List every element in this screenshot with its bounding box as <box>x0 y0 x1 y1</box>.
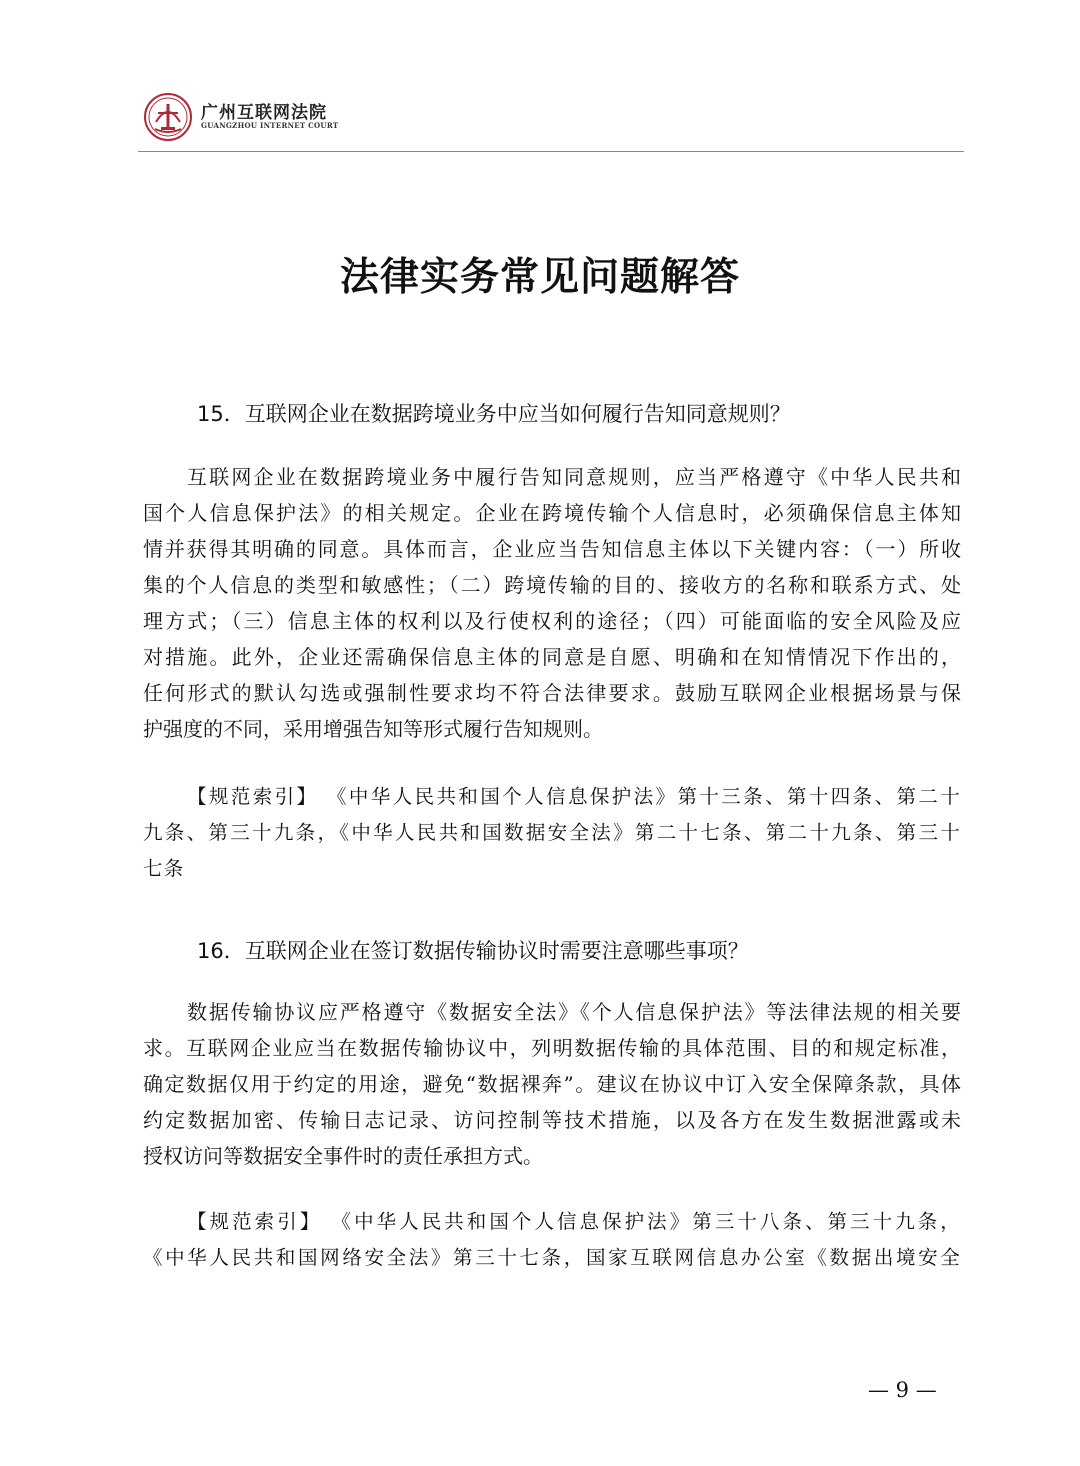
reference-line: 《中华人民共和国网络安全法》第三十七条，国家互联网信息办公室《数据出境安全 <box>143 1246 961 1269</box>
question-16-heading: 16．互联网企业在签订数据传输协议时需要注意哪些事项？ <box>197 939 749 963</box>
paragraph-line: 互联网企业在数据跨境业务中履行告知同意规则，应当严格遵守《中华人民共和 <box>187 465 961 489</box>
reference-line: 七条 <box>143 857 185 880</box>
paragraph-line: 理方式；（三）信息主体的权利以及行使权利的途径；（四）可能面临的安全风险及应 <box>143 609 961 633</box>
paragraph-line: 求。互联网企业应当在数据传输协议中，列明数据传输的具体范围、目的和规定标准， <box>143 1036 961 1060</box>
reference-line: 九条、第三十九条，《中华人民共和国数据安全法》第二十七条、第二十九条、第三十 <box>143 821 961 844</box>
question-15-heading: 15．互联网企业在数据跨境业务中应当如何履行告知同意规则？ <box>197 402 791 426</box>
document-title: 法律实务常见问题解答 <box>339 254 740 300</box>
paragraph-line: 约定数据加密、传输日志记录、访问控制等技术措施，以及各方在发生数据泄露或未 <box>143 1108 961 1132</box>
paragraph-line: 确定数据仅用于约定的用途，避免“数据裸奔”。建议在协议中订入安全保障条款，具体 <box>143 1072 961 1096</box>
paragraph-line: 对措施。此外，企业还需确保信息主体的同意是自愿、明确和在知情情况下作出的， <box>143 645 961 669</box>
header-divider <box>138 151 964 152</box>
page-number: — 9 — <box>868 1378 937 1402</box>
question-16-answer <box>143 994 961 1174</box>
paragraph-line: 集的个人信息的类型和敏感性；（二）跨境传输的目的、接收方的名称和联系方式、处 <box>143 573 961 597</box>
court-name-english: GUANGZHOU INTERNET COURT <box>201 121 339 130</box>
paragraph-line: 授权访问等数据安全事件时的责任承担方式。 <box>143 1144 543 1168</box>
question-15-references <box>143 779 961 887</box>
paragraph-line: 护强度的不同，采用增强告知等形式履行告知规则。 <box>143 717 603 741</box>
question-15-answer <box>143 459 961 747</box>
reference-line: 【规范索引】 《中华人民共和国个人信息保护法》第十三条、第十四条、第二十 <box>187 785 961 808</box>
paragraph-line: 情并获得其明确的同意。具体而言，企业应当告知信息主体以下关键内容：（一）所收 <box>143 537 961 561</box>
court-seal-icon <box>143 92 193 142</box>
paragraph-line: 国个人信息保护法》的相关规定。企业在跨境传输个人信息时，必须确保信息主体知 <box>143 501 961 525</box>
paragraph-line: 任何形式的默认勾选或强制性要求均不符合法律要求。鼓励互联网企业根据场景与保 <box>143 681 961 705</box>
question-16-references <box>143 1204 961 1276</box>
reference-line: 【规范索引】 《中华人民共和国个人信息保护法》第三十八条、第三十九条， <box>187 1210 961 1233</box>
paragraph-line: 数据传输协议应严格遵守《数据安全法》《个人信息保护法》等法律法规的相关要 <box>187 1000 961 1024</box>
court-name: 广州互联网法院 <box>201 103 327 123</box>
